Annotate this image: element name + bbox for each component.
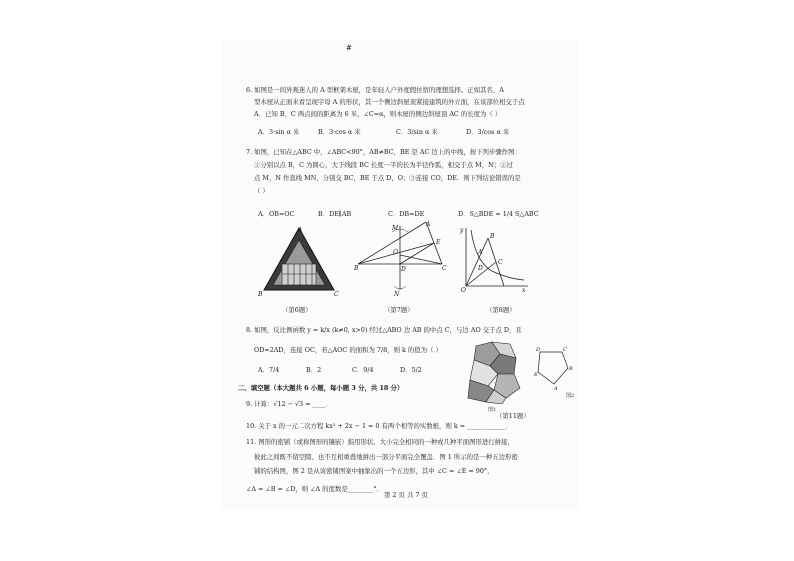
q6-option-b: B．3·cos α 米 [318, 128, 361, 136]
q8-option-d: D．5/2 [400, 366, 422, 374]
fig8-label-b: B [490, 233, 495, 240]
fig7-label-d: D [401, 266, 406, 273]
fig7-label-n: N [394, 291, 400, 298]
q7-option-b: B．DE∥AB [318, 210, 352, 218]
fig6-label-a: A [298, 227, 303, 234]
fig8-label-c: C [498, 259, 503, 266]
q7-option-c: C．DB=DE [388, 210, 425, 218]
q7-option-a: A．OB=OC [258, 210, 295, 218]
fig8-label-y: y [460, 227, 464, 234]
caption-q11: （第11题） [496, 412, 530, 420]
figure-7 [354, 218, 450, 300]
q11-line1: 11. 图形的密铺（或称图形的镶嵌）指用形状、大小完全相同的一种或几种平面图形进行拼接， [246, 438, 514, 446]
fig7-label-a: A [426, 221, 431, 228]
q8-line2: OD=2AD，连接 OC，若△AOC 的面积为 7/8，则 k 的值为（ ） [254, 346, 442, 354]
q7-option-d: D．S△BDE = 1/4 S△ABC [458, 210, 539, 218]
fig8-label-d: D [478, 265, 483, 272]
q8-option-c: C．9/4 [352, 366, 374, 374]
section-fill-in-title: 二、填空题（本大题共 6 小题，每小题 3 分，共 18 分） [238, 384, 404, 392]
fig7-label-m: M [392, 225, 399, 232]
fig8-label-o: O [461, 287, 466, 292]
fig7-label-o: O [393, 249, 398, 256]
fig11-label-e: E [534, 372, 538, 378]
fig7-label-c: C [442, 265, 447, 272]
fig11-label-c: C [563, 347, 567, 353]
q7-line2: ①分别以点 B，C 为圆心，大于线段 BC 长度一半的长为半径作弧，相交于点 M，N；②过 [254, 161, 513, 169]
figure-6 [258, 224, 340, 298]
q10: 10. 关于 x 的一元二次方程 kx² + 2x − 1 = 0 有两个相等的实数根，则 k = ____________． [246, 422, 512, 430]
fig8-label-x: x [522, 287, 526, 292]
fig6-label-b: B [258, 291, 263, 298]
figure-8 [458, 224, 530, 292]
q6-option-c: C．3/sin α 米 [396, 128, 438, 136]
figure-11-tiling [462, 340, 524, 404]
q8-option-b: B．2 [306, 366, 322, 374]
q7-line1: 7. 如图，已知在△ABC 中，∠ABC<90°，AB≠BC，BE 是 AC 边上的中线，按下列步骤作图： [246, 148, 521, 156]
q6-option-d: D．3/cos α 米 [466, 128, 510, 136]
caption-q6: （第6题） [282, 306, 312, 314]
fig8-label-a: A [478, 249, 483, 256]
q6-line2: 型木屋从正面来看呈现字母 A 的形状，其一个侧边斜屋顶紧接建筑的外立面，在该部位相交于点 [254, 98, 525, 106]
fig11-label-d: D [536, 347, 541, 353]
q8-line1: 8. 如图，反比例函数 y = k/x (k≠0, x>0) 经过△ABO 边 AB 的中点 C，与边 AO 交于点 D，且 [246, 326, 522, 334]
fig11-label-a: A [554, 386, 558, 390]
fig7-label-e: E [436, 239, 441, 246]
fig11-label-b: B [569, 366, 573, 372]
q6-line1: 6. 如图是一间外观迷人的 A 型框架木屋，是年轻人户外度假住宿的理想选择。正如其名，A [246, 86, 504, 94]
q11-line2: 彼此之间既不留空隙、也不互相重叠地拼出一部分平面完全覆盖．图 1 所示的是一种五边形密 [254, 453, 518, 461]
caption-q7: （第7题） [384, 306, 414, 314]
q11-line3: 铺的结构图，图 2 是从该密铺图案中抽象出的一个五边形，其中 ∠C = ∠E = 90°， [254, 467, 494, 475]
q6-line3: A．已知 B、C 两点间的距离为 6 米，∠C=α，则木屋的侧边斜屋顶 AC 的长度为（ ） [254, 110, 502, 118]
page-footer: 第 2 页 共 7 页 [384, 491, 428, 499]
q11-line4: ∠A = ∠B = ∠D，则 ∠A 的度数是________°． [246, 485, 383, 493]
q8-option-a: A．7/4 [258, 366, 280, 374]
fig7-label-b: B [354, 265, 359, 272]
q9: 9. 计算：√12 − √3 = ____． [246, 400, 332, 408]
figure-11-pentagon [534, 346, 574, 390]
fig11-label-1: 图1 [488, 407, 497, 413]
fig11-label-2: 图2 [566, 393, 575, 399]
q7-line3: 点 M，N 作直线 MN，分别交 BC，BE 于点 D，O；③连接 CO，DE．则下列结论错误的是 [254, 174, 521, 182]
q6-option-a: A．3·sin α 米 [258, 128, 300, 136]
caption-q8: （第8题） [486, 306, 516, 314]
top-mark: # [346, 44, 352, 52]
q7-line4: （ ） [254, 187, 269, 195]
fig6-label-c: C [334, 291, 339, 298]
